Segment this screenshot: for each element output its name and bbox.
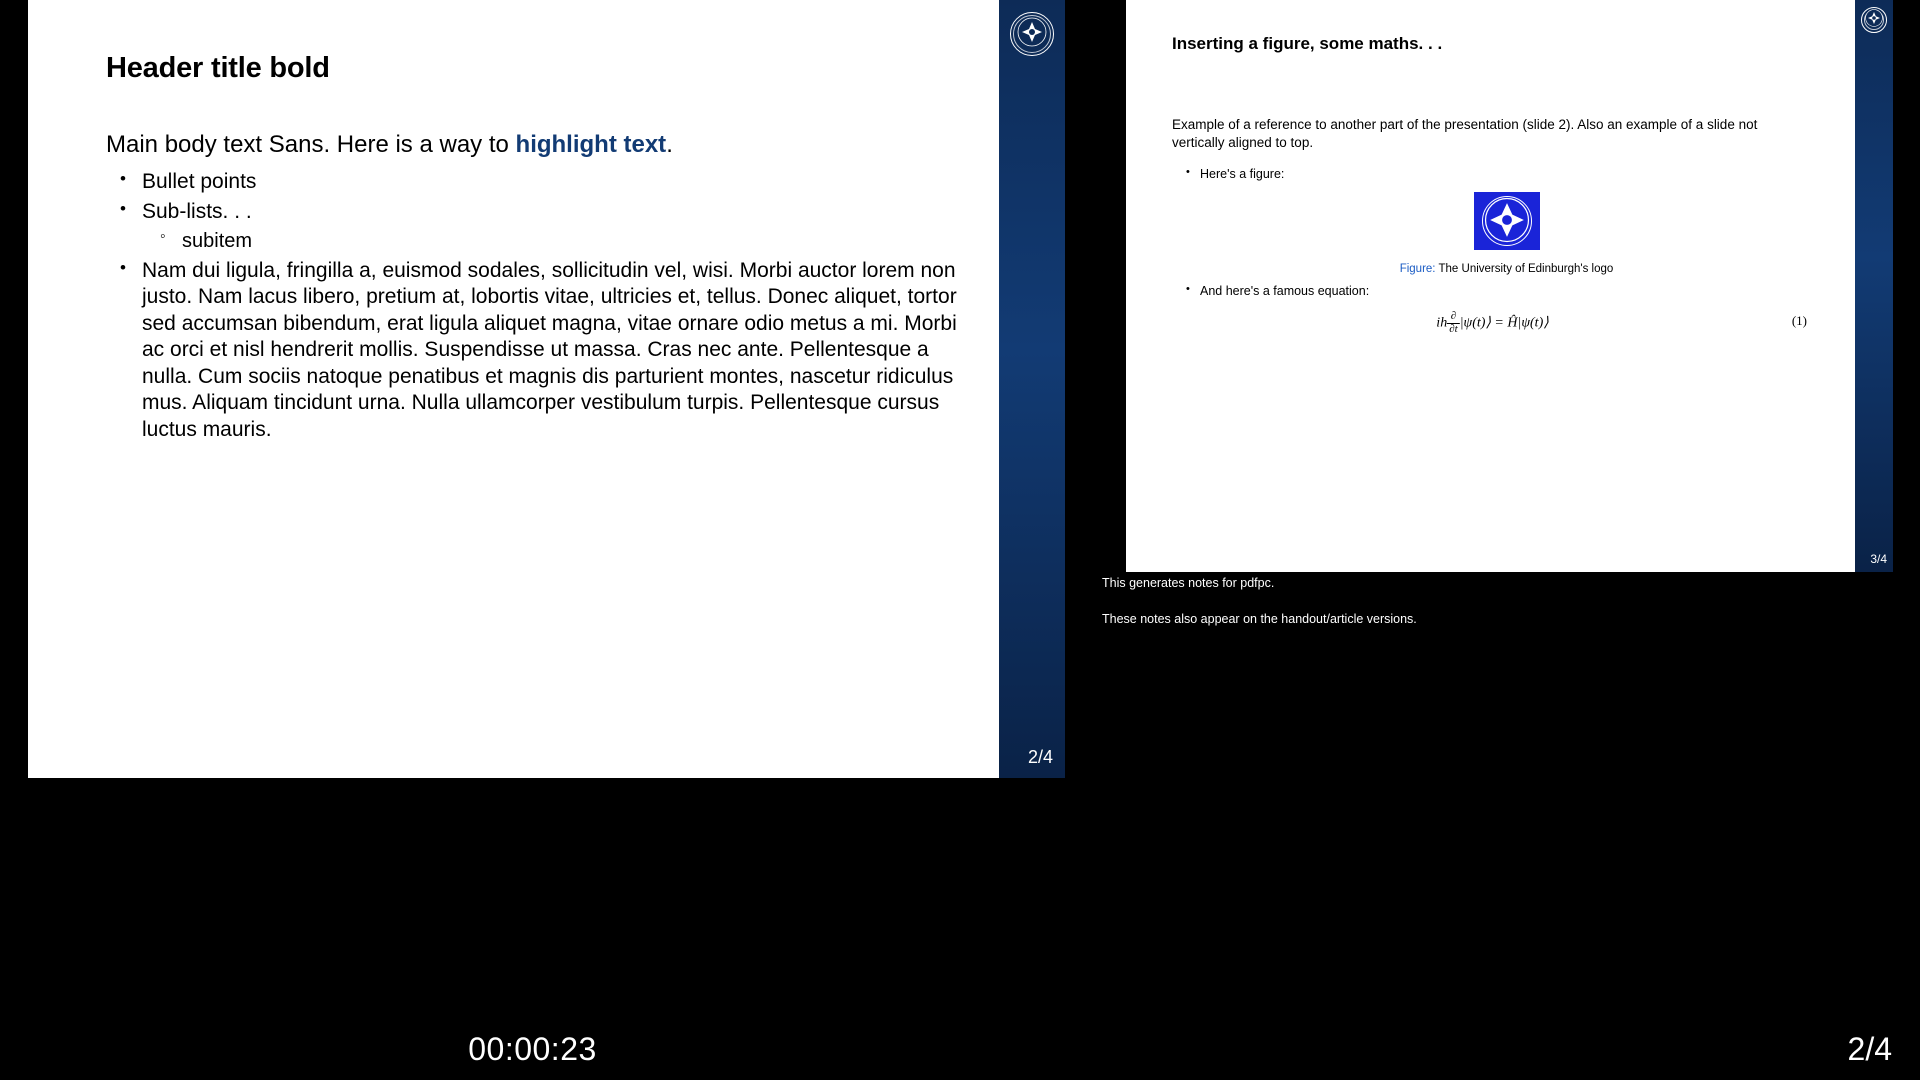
slide-page-number: 2/4 bbox=[1027, 747, 1053, 767]
equation-lhs: ih bbox=[1436, 315, 1448, 331]
university-crest-icon bbox=[1861, 7, 1887, 33]
speaker-notes bbox=[1102, 576, 1902, 648]
list-item bbox=[142, 199, 959, 253]
lead-text-before: Main body text Sans. Here is a way to bbox=[106, 131, 516, 158]
current-slide-content bbox=[28, 0, 999, 778]
slide-progress-indicator: 2/4 bbox=[1847, 1031, 1892, 1067]
list-item bbox=[142, 258, 959, 443]
page-title: Header title bold bbox=[106, 52, 330, 84]
list-item bbox=[182, 228, 959, 254]
figure-caption-label: Figure: bbox=[1399, 263, 1436, 276]
bullet-list bbox=[106, 169, 959, 443]
next-slide-paragraph: Example of a reference to another part of the presentation (slide 2). Also an example of a slide not vertically aligned to top. bbox=[1172, 117, 1758, 150]
equation-denominator: ∂t bbox=[1449, 322, 1458, 335]
bullet-label: Sub-lists. . . bbox=[142, 200, 252, 224]
lead-paragraph bbox=[106, 131, 959, 159]
next-bullet-list bbox=[1172, 166, 1813, 300]
next-slide-preview[interactable] bbox=[1126, 0, 1893, 572]
next-slide-title: Inserting a figure, some maths. . . bbox=[1172, 34, 1443, 53]
university-logo-image bbox=[1474, 192, 1540, 250]
equation-row bbox=[1172, 307, 1813, 347]
logo-crest-icon bbox=[1482, 196, 1532, 246]
bullet-label: Nam dui ligula, fringilla a, euismod sodales, sollicitudin vel, wisi. Morbi auctor lorem non justo. Nam lacus libero, pretium at, lobortis vitae, ultricies et, tellus. Donec aliquet, tortor sed accumsan bibendum, erat ligula aliquet magna, vitae ornare odio metus a mi. Morbi ac orci et nisl hendrerit mollis. Suspendisse ut massa. Cras nec ante. Pellentesque a nulla. Cum sociis natoque penatibus et magnis dis parturient montes, nascetur ridiculus mus. Aliquam tincidunt urna. Nulla ullamcorper vestibulum turpis. Pellentesque cursus luctus mauris. bbox=[142, 258, 957, 441]
figure-caption bbox=[1200, 262, 1813, 277]
highlighted-text: highlight text bbox=[515, 131, 667, 158]
next-bullet-figure-label: Here's a figure: bbox=[1200, 166, 1285, 181]
slide-sidebar bbox=[999, 0, 1065, 778]
equation-fraction bbox=[1447, 311, 1460, 335]
sub-bullet-label: subitem bbox=[182, 229, 253, 252]
list-item bbox=[1200, 166, 1813, 277]
lead-text-after: . bbox=[666, 131, 673, 158]
current-slide[interactable] bbox=[28, 0, 1065, 778]
next-slide-page-number: 3/4 bbox=[1870, 552, 1887, 566]
next-slide-sidebar bbox=[1855, 0, 1893, 572]
list-item bbox=[142, 169, 959, 195]
list-item bbox=[1200, 283, 1813, 299]
bullet-label: Bullet points bbox=[142, 170, 257, 193]
equation-numerator: ∂ bbox=[1447, 311, 1460, 324]
note-line: This generates notes for pdfpc. bbox=[1102, 576, 1275, 590]
equation-number: (1) bbox=[1791, 313, 1807, 329]
crest-emblem bbox=[1865, 9, 1883, 31]
sub-bullet-list bbox=[142, 228, 959, 254]
figure-caption-text: The University of Edinburgh's logo bbox=[1438, 263, 1614, 276]
next-slide-content bbox=[1126, 0, 1855, 572]
university-crest-icon bbox=[1010, 12, 1054, 56]
note-line: These notes also appear on the handout/article versions. bbox=[1102, 612, 1417, 626]
next-bullet-equation-label: And here's a famous equation: bbox=[1200, 284, 1370, 299]
equation bbox=[1436, 311, 1548, 335]
figure-block bbox=[1200, 192, 1813, 277]
presentation-timer[interactable]: 00:00:23 bbox=[468, 1031, 597, 1067]
equation-rest: |ψ(t)⟩ = Ĥ|ψ(t)⟩ bbox=[1459, 315, 1549, 331]
crest-emblem bbox=[1017, 17, 1047, 51]
